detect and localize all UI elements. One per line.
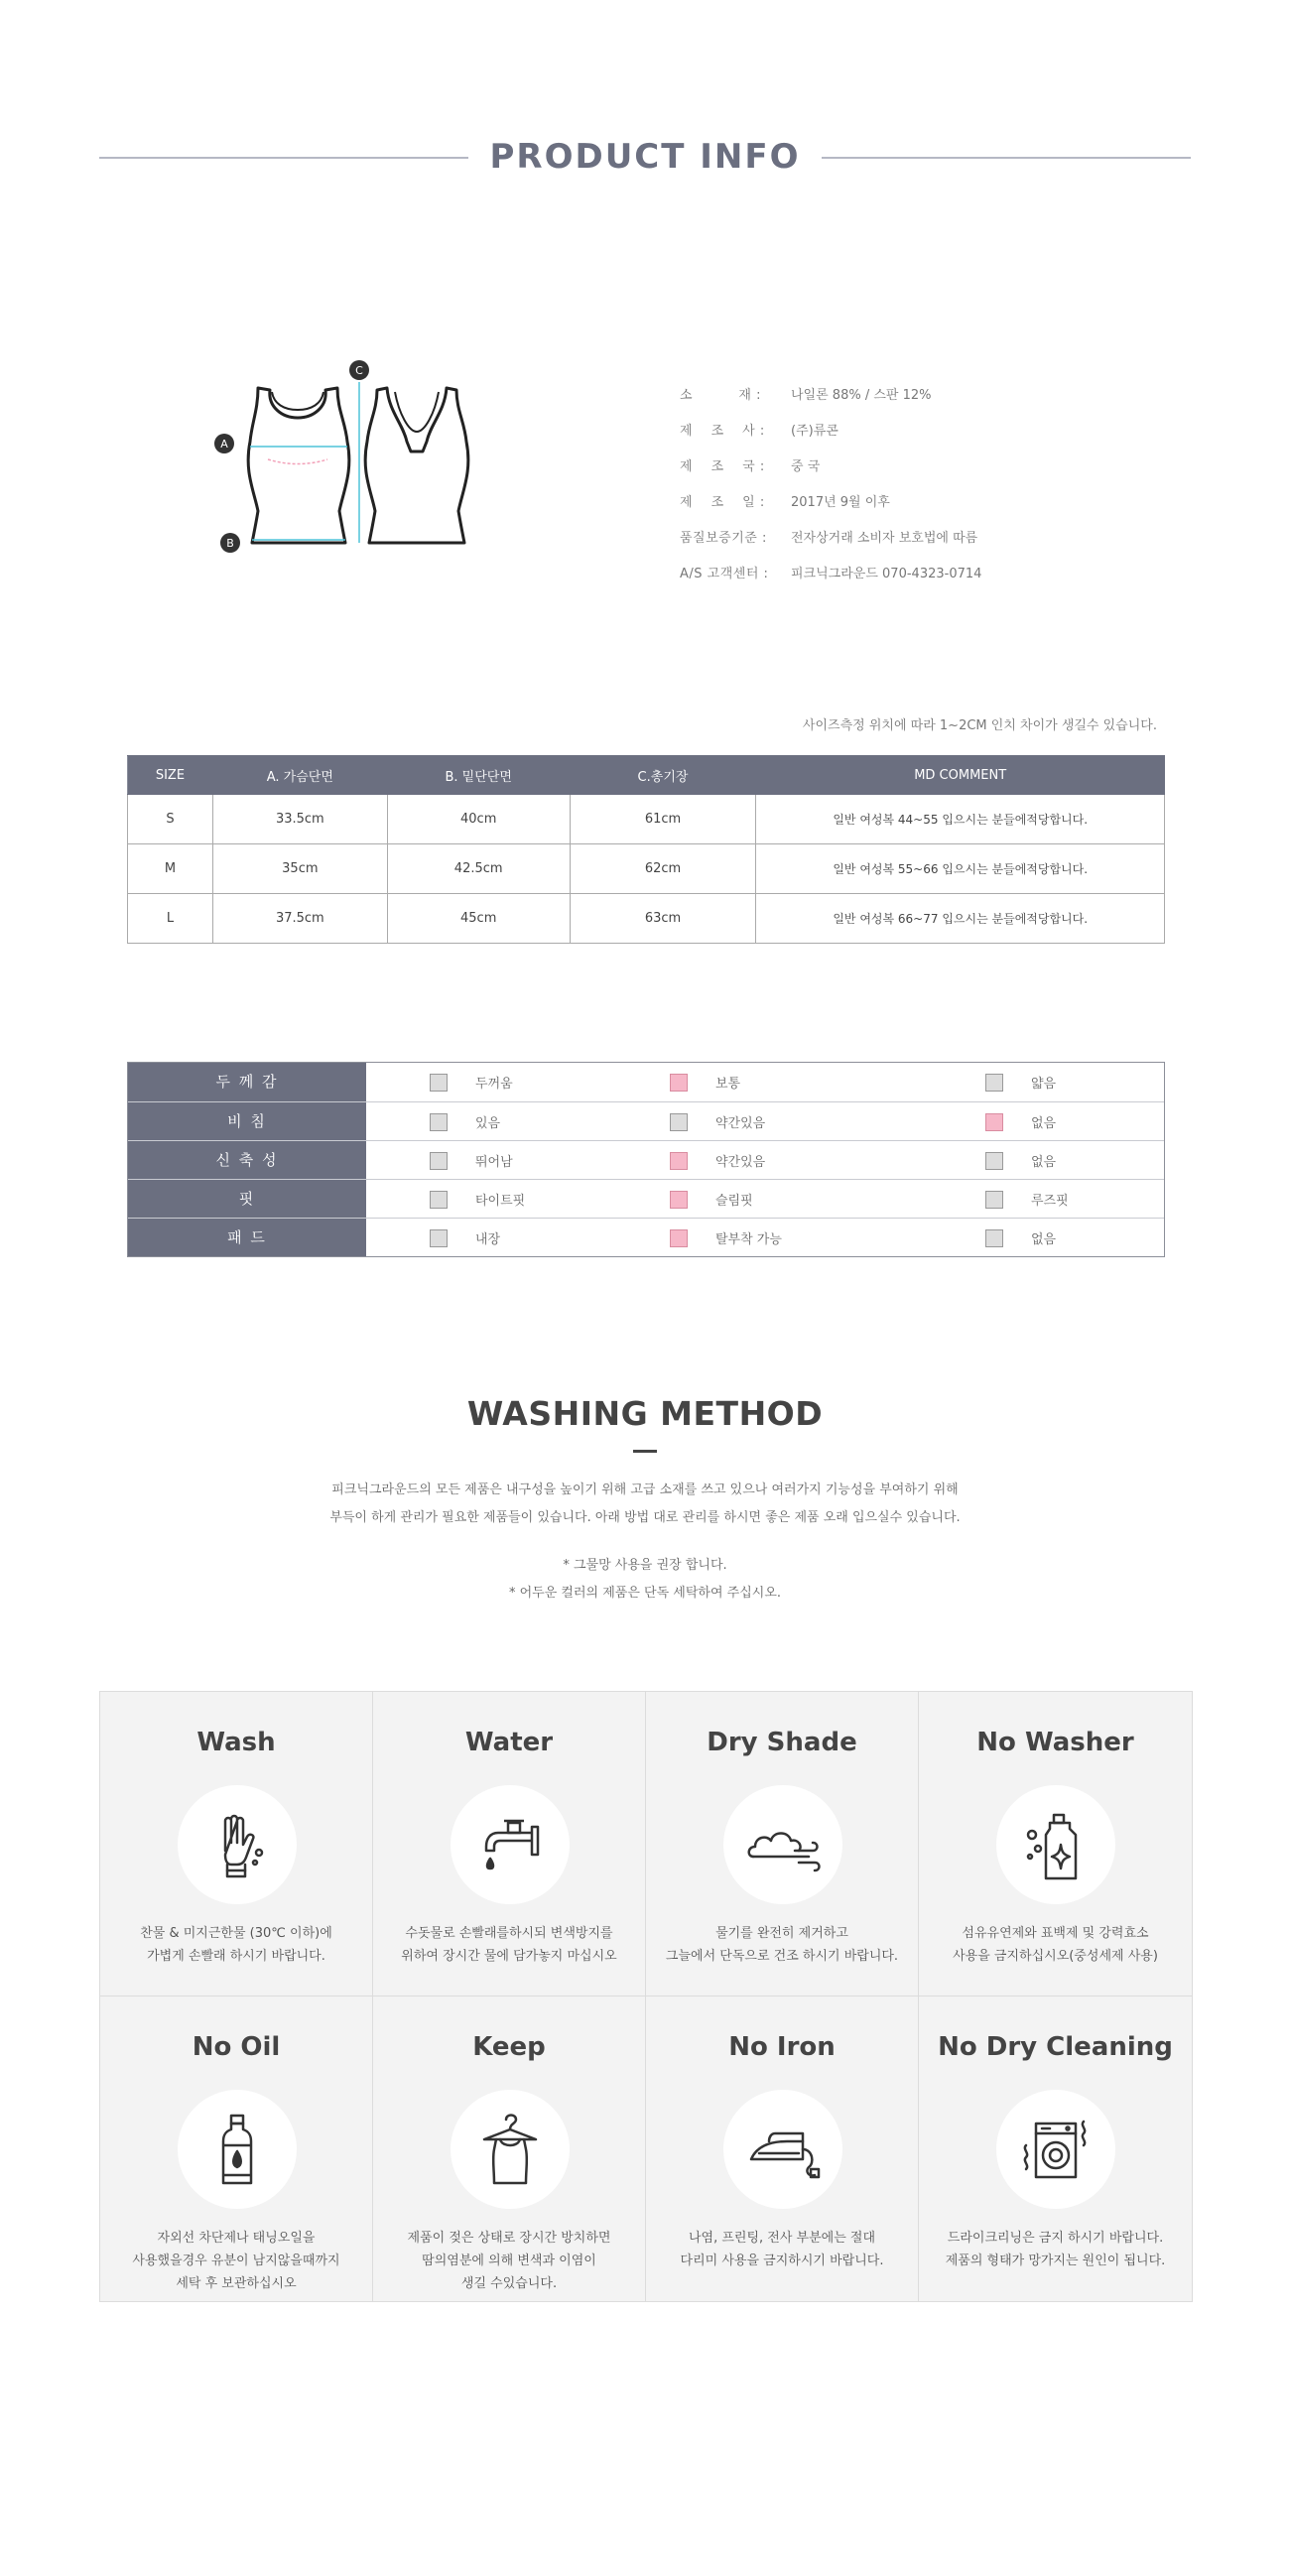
spec-label: 제 조 사 : xyxy=(680,423,765,439)
care-description-line: 자외선 차단제나 태닝오일을 xyxy=(157,2231,316,2246)
care-instructions-grid xyxy=(99,1691,1193,2302)
spec-value: 중 국 xyxy=(791,458,821,474)
spec-row xyxy=(680,411,1196,447)
attribute-row-stretch xyxy=(128,1140,1164,1179)
size-cell: L xyxy=(128,894,213,944)
care-description xyxy=(924,1922,1187,1968)
care-description-line: 나염, 프린팅, 전사 부분에는 절대 xyxy=(688,2231,876,2246)
care-title: No Washer xyxy=(976,1728,1134,1757)
option-checkbox xyxy=(430,1113,448,1131)
product-spec-list xyxy=(680,375,1196,589)
size-cell: M xyxy=(128,844,213,894)
comment-cell: 일반 여성복 55~66 입으시는 분들에적당합니다. xyxy=(756,844,1165,894)
oil-bottle-icon xyxy=(197,2110,277,2189)
care-description xyxy=(651,2227,913,2272)
option-checkbox xyxy=(985,1074,1003,1092)
attribute-option xyxy=(670,1073,740,1092)
care-description-line: 찬물 & 미지근한물 (30℃ 이하)에 xyxy=(140,1926,332,1941)
option-checkbox xyxy=(430,1191,448,1209)
care-card-keep xyxy=(373,1996,646,2301)
care-description xyxy=(378,1922,640,1968)
care-description-line: 섬유유연제와 표백제 및 강력효소 xyxy=(962,1926,1149,1941)
care-description-line: 드라이크리닝은 금지 하시기 바랍니다. xyxy=(947,2231,1164,2246)
size-column-header: SIZE xyxy=(128,756,213,795)
hanger-icon xyxy=(470,2110,550,2189)
attribute-option xyxy=(985,1151,1056,1170)
header-divider-right xyxy=(822,157,1191,159)
option-checkbox xyxy=(985,1191,1003,1209)
option-label: 보통 xyxy=(715,1077,741,1092)
spec-value: 피크닉그라운드 070-4323-0714 xyxy=(791,566,982,581)
marker-a: A xyxy=(220,438,228,451)
care-title: Keep xyxy=(472,2032,546,2062)
option-checkbox xyxy=(430,1152,448,1170)
attribute-row-thickness xyxy=(128,1063,1164,1101)
attribute-name: 패 드 xyxy=(128,1219,366,1256)
chest-cell: 37.5cm xyxy=(212,894,387,944)
care-icon-circle xyxy=(451,2090,570,2209)
attribute-option xyxy=(670,1112,765,1131)
care-card-no-iron xyxy=(646,1996,919,2301)
care-description xyxy=(651,1922,913,1968)
option-label: 없음 xyxy=(1031,1232,1057,1247)
hem-column-header: B. 밑단단면 xyxy=(387,756,570,795)
option-checkbox xyxy=(985,1152,1003,1170)
spec-value: (주)류콘 xyxy=(791,423,838,439)
option-label: 루즈핏 xyxy=(1031,1194,1069,1209)
care-description-line: 사용했을경우 유분이 남지않을때까지 xyxy=(132,2254,340,2268)
washing-method-title: WASHING METHOD xyxy=(466,1394,824,1433)
spec-label: 제 조 일 : xyxy=(680,494,765,510)
option-checkbox xyxy=(430,1074,448,1092)
option-label: 약간있음 xyxy=(715,1116,766,1131)
attribute-option xyxy=(985,1112,1056,1131)
care-icon-circle xyxy=(996,1785,1115,1904)
care-description-line: 사용을 금지하십시오(중성세제 사용) xyxy=(953,1949,1158,1964)
iron-icon xyxy=(743,2110,823,2189)
washing-tip: * 그물망 사용을 권장 합니다. xyxy=(563,1558,727,1573)
option-label: 두꺼움 xyxy=(475,1077,513,1092)
product-measurement-illustration xyxy=(208,352,486,571)
spec-row xyxy=(680,447,1196,482)
length-cell: 61cm xyxy=(570,795,756,844)
care-icon-circle xyxy=(723,1785,842,1904)
option-label: 얇음 xyxy=(1031,1077,1057,1092)
care-description-line: 세탁 후 보관하십시오 xyxy=(176,2276,297,2291)
spec-value: 2017년 9월 이후 xyxy=(791,494,890,510)
spec-row xyxy=(680,554,1196,589)
attribute-option xyxy=(430,1228,500,1247)
attribute-options xyxy=(366,1063,1164,1101)
attribute-option xyxy=(430,1151,513,1170)
option-checkbox-selected xyxy=(985,1113,1003,1131)
care-description-line: 위하여 장시간 물에 담가놓지 마십시오 xyxy=(401,1949,617,1964)
comment-cell: 일반 여성복 44~55 입으시는 분들에적당합니다. xyxy=(756,795,1165,844)
page-title: PRODUCT INFO xyxy=(489,137,801,177)
attribute-name: 두 께 감 xyxy=(128,1063,366,1101)
care-description-line: 제품의 형태가 망가지는 원인이 됩니다. xyxy=(945,2254,1166,2268)
spec-label: 품질보증기준 : xyxy=(680,530,767,546)
washing-machine-icon xyxy=(1016,2110,1096,2189)
length-cell: 63cm xyxy=(570,894,756,944)
option-label: 약간있음 xyxy=(715,1155,766,1170)
option-checkbox xyxy=(985,1229,1003,1247)
hem-cell: 45cm xyxy=(387,894,570,944)
care-description-line: 생길 수있습니다. xyxy=(460,2276,558,2291)
care-description-line: 제품이 젖은 상태로 장시간 방치하면 xyxy=(407,2231,611,2246)
care-description-line: 그늘에서 단독으로 건조 하시기 바랍니다. xyxy=(665,1949,899,1964)
care-description-line: 물기를 완전히 제거하고 xyxy=(715,1926,848,1941)
care-title: No Dry Cleaning xyxy=(938,2032,1173,2062)
comment-column-header: MD COMMENT xyxy=(756,756,1165,795)
care-description xyxy=(378,2227,640,2295)
option-label: 없음 xyxy=(1031,1155,1057,1170)
care-icon-circle xyxy=(723,2090,842,2209)
attribute-option xyxy=(985,1190,1069,1209)
spec-row xyxy=(680,482,1196,518)
chest-column-header: A. 가슴단면 xyxy=(212,756,387,795)
care-description-line: 수돗물로 손빨래를하시되 변색방지를 xyxy=(405,1926,613,1941)
cloud-icon xyxy=(743,1805,823,1884)
care-description xyxy=(924,2227,1187,2272)
care-card-water xyxy=(373,1692,646,1996)
spec-value: 나일론 88% / 스판 12% xyxy=(791,387,932,403)
spec-label: 제 조 국 : xyxy=(680,458,765,474)
table-row xyxy=(128,844,1165,894)
detergent-icon xyxy=(1016,1805,1096,1884)
attribute-name: 비 침 xyxy=(128,1102,366,1140)
option-checkbox-selected xyxy=(670,1074,688,1092)
table-row xyxy=(128,795,1165,844)
care-icon-circle xyxy=(996,2090,1115,2209)
spec-label: 소 재 : xyxy=(680,387,761,403)
option-label: 탈부착 가능 xyxy=(715,1232,782,1247)
option-label: 슬림핏 xyxy=(715,1194,753,1209)
care-card-dry-shade xyxy=(646,1692,919,1996)
size-measurement-note: 사이즈측정 위치에 따라 1~2CM 인치 차이가 생길수 있습니다. xyxy=(802,718,1157,733)
attribute-row-fit xyxy=(128,1179,1164,1218)
option-checkbox-selected xyxy=(670,1152,688,1170)
care-description xyxy=(105,1922,367,1968)
attribute-option xyxy=(985,1228,1056,1247)
care-description xyxy=(105,2227,367,2295)
option-label: 뛰어남 xyxy=(475,1155,513,1170)
care-icon-circle xyxy=(451,1785,570,1904)
washing-intro-line: 부득이 하게 관리가 필요한 제품들이 있습니다. 아래 방법 대로 관리를 하시면 좋은 제품 오래 입으실수 있습니다. xyxy=(329,1510,961,1525)
option-label: 없음 xyxy=(1031,1116,1057,1131)
care-card-no-dry-cleaning xyxy=(919,1996,1192,2301)
chest-cell: 33.5cm xyxy=(212,795,387,844)
attribute-option xyxy=(670,1228,782,1247)
glove-icon xyxy=(197,1805,277,1884)
attribute-name: 신 축 성 xyxy=(128,1141,366,1179)
table-row xyxy=(128,894,1165,944)
length-cell: 62cm xyxy=(570,844,756,894)
attribute-option xyxy=(985,1073,1056,1092)
option-label: 내장 xyxy=(475,1232,501,1247)
marker-c: C xyxy=(355,364,363,377)
spec-row xyxy=(680,518,1196,554)
option-checkbox-selected xyxy=(670,1229,688,1247)
care-card-no-washer xyxy=(919,1692,1192,1996)
option-label: 있음 xyxy=(475,1116,501,1131)
care-title: Dry Shade xyxy=(707,1728,857,1757)
size-table xyxy=(127,755,1165,944)
size-table-header-row xyxy=(128,756,1165,795)
fabric-attribute-table xyxy=(127,1062,1165,1257)
product-info-header xyxy=(99,137,1191,177)
care-card-no-oil xyxy=(100,1996,373,2301)
washing-intro-line: 피크닉그라운드의 모든 제품은 내구성을 높이기 위해 고급 소재를 쓰고 있으나 여러가지 기능성을 부여하기 위해 xyxy=(331,1482,959,1497)
attribute-option xyxy=(670,1190,753,1209)
option-checkbox-selected xyxy=(670,1191,688,1209)
attribute-option xyxy=(430,1112,500,1131)
attribute-name: 핏 xyxy=(128,1180,366,1218)
size-cell: S xyxy=(128,795,213,844)
hem-cell: 42.5cm xyxy=(387,844,570,894)
marker-b: B xyxy=(226,537,234,550)
attribute-options xyxy=(366,1141,1164,1179)
spec-value: 전자상거래 소비자 보호법에 따름 xyxy=(791,530,978,546)
care-title: No Oil xyxy=(192,2032,281,2062)
care-icon-circle xyxy=(178,1785,297,1904)
care-title: Wash xyxy=(196,1728,276,1757)
attribute-option xyxy=(430,1190,525,1209)
attribute-row-pad xyxy=(128,1218,1164,1256)
attribute-row-sheerness xyxy=(128,1101,1164,1140)
chest-cell: 35cm xyxy=(212,844,387,894)
care-icon-circle xyxy=(178,2090,297,2209)
care-card-wash xyxy=(100,1692,373,1996)
attribute-options xyxy=(366,1219,1164,1256)
length-column-header: C.총기장 xyxy=(570,756,756,795)
washing-tip: * 어두운 컬러의 제품은 단독 세탁하여 주십시오. xyxy=(508,1586,782,1601)
care-description-line: 다리미 사용을 금지하시기 바랍니다. xyxy=(680,2254,884,2268)
washing-title-divider xyxy=(633,1450,657,1453)
faucet-icon xyxy=(470,1805,550,1884)
attribute-option xyxy=(670,1151,765,1170)
option-label: 타이트핏 xyxy=(475,1194,526,1209)
attribute-options xyxy=(366,1180,1164,1218)
care-title: No Iron xyxy=(728,2032,836,2062)
attribute-options xyxy=(366,1102,1164,1140)
option-checkbox xyxy=(670,1113,688,1131)
option-checkbox xyxy=(430,1229,448,1247)
spec-row xyxy=(680,375,1196,411)
spec-label: A/S 고객센터 : xyxy=(680,566,769,581)
comment-cell: 일반 여성복 66~77 입으시는 분들에적당합니다. xyxy=(756,894,1165,944)
care-description-line: 땀의염분에 의해 변색과 이염이 xyxy=(422,2254,596,2268)
hem-cell: 40cm xyxy=(387,795,570,844)
care-description-line: 가볍게 손빨래 하시기 바랍니다. xyxy=(147,1949,325,1964)
care-title: Water xyxy=(464,1728,554,1757)
attribute-option xyxy=(430,1073,513,1092)
